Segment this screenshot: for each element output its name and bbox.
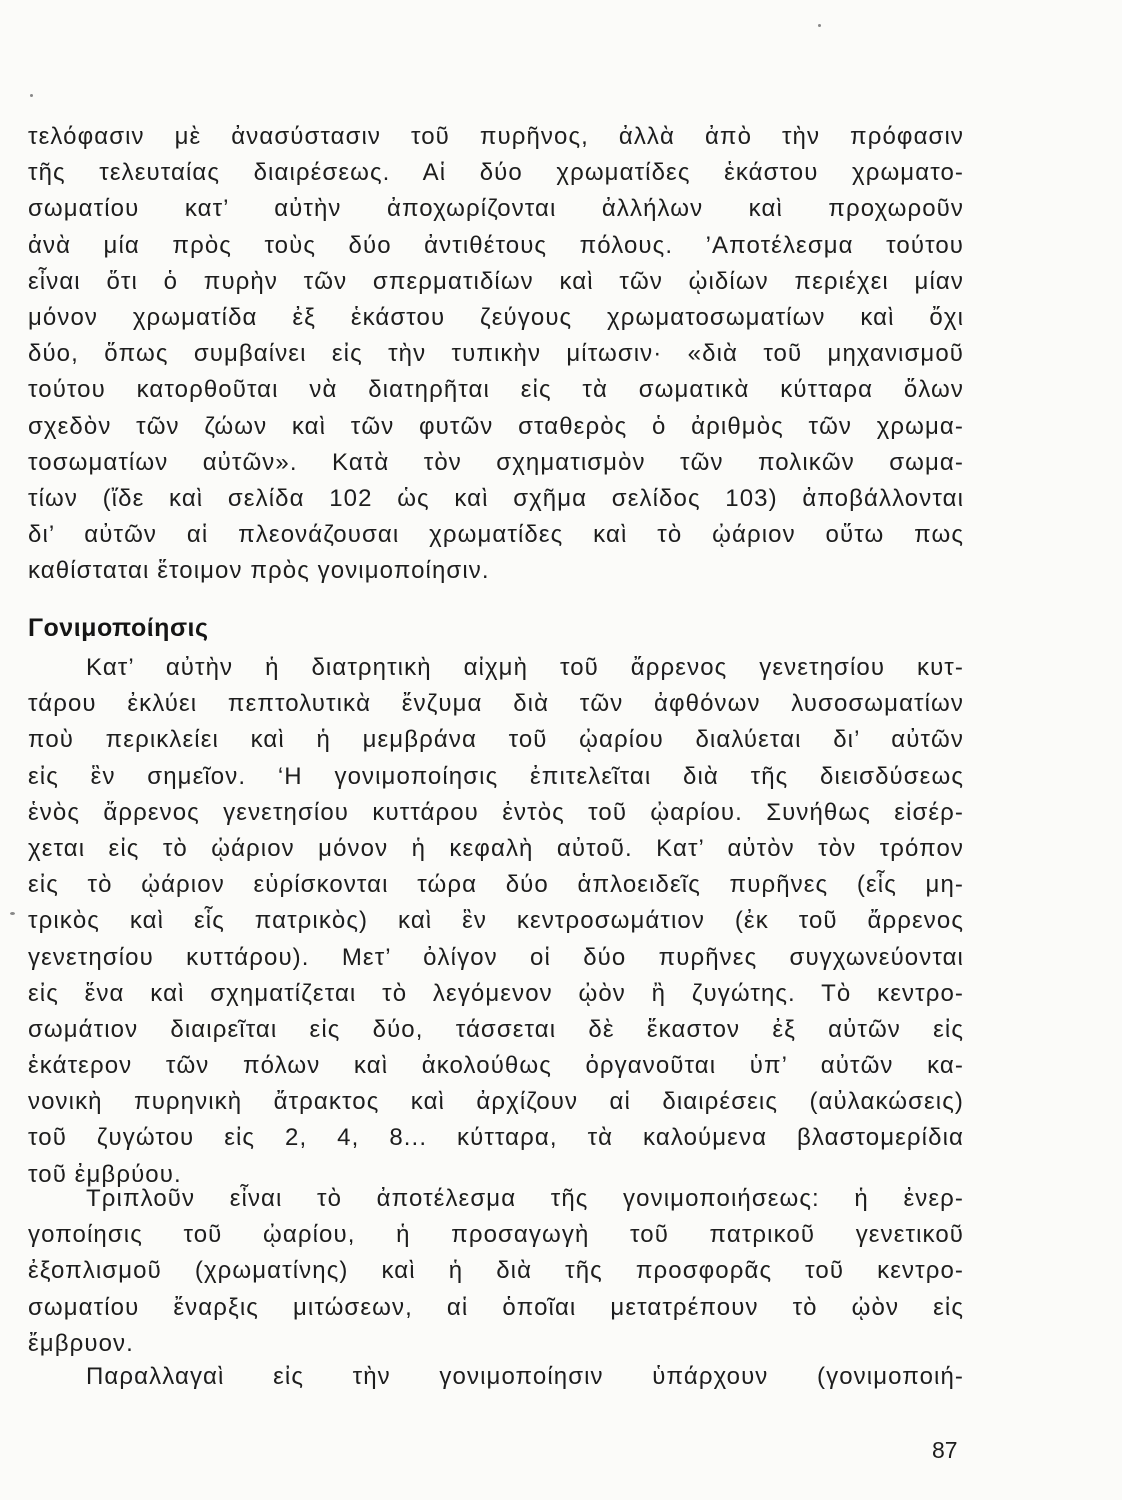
text-line: ἑκάτερον τῶν πόλων καὶ ἀκολούθως ὀργανοῦται ὑπ’ αὐτῶν κα- — [28, 1052, 964, 1080]
section-heading: Γονιμοποίησις — [28, 614, 209, 642]
paragraph-4 — [28, 1359, 964, 1395]
text-line: τελόφασιν μὲ ἀνασύστασιν τοῦ πυρῆνος, ἀλλὰ ἀπὸ τὴν πρόφασιν — [28, 123, 964, 150]
text-line: σωμάτιον διαιρεῖται εἰς δύο, τάσσεται δὲ ἕκαστον ἐξ αὐτῶν εἰς — [28, 1015, 964, 1043]
text-line: ἐξοπλισμοῦ (χρωματίνης) καὶ ἡ διὰ τῆς προσφορᾶς τοῦ κεντρο- — [28, 1257, 964, 1285]
scan-speck — [30, 94, 33, 97]
text-line: ἔμβρυον. — [28, 1329, 134, 1357]
page-number: 87 — [932, 1437, 958, 1463]
text-line: τῆς τελευταίας διαιρέσεως. Αἱ δύο χρωματίδες ἑκάστου χρωματο- — [28, 159, 964, 187]
text-line: τούτου κατορθοῦται νὰ διατηρῆται εἰς τὰ σωματικὰ κύτταρα ὅλων — [28, 376, 964, 404]
text-line: δύο, ὅπως συμβαίνει εἰς τὴν τυπικὴν μίτωσιν· «διὰ τοῦ μηχανισμοῦ — [28, 340, 964, 368]
text-line: τοῦ ἐμβρύου. — [28, 1160, 182, 1188]
text-line: καθίσταται ἕτοιμον πρὸς γονιμοποίησιν. — [28, 557, 490, 585]
text-line: σωματίου ἔναρξις μιτώσεων, αἱ ὁποῖαι μετατρέπουν τὸ ᾠὸν εἰς — [28, 1293, 964, 1321]
text-line: Τριπλοῦν εἶναι τὸ ἀποτέλεσμα τῆς γονιμοποιήσεως: ἡ ἐνερ- — [86, 1185, 964, 1212]
text-line: τρικὸς καὶ εἷς πατρικὸς) καὶ ἓν κεντροσωμάτιον (ἐκ τοῦ ἄρρενος — [28, 907, 964, 935]
paragraph-3 — [28, 1181, 964, 1362]
text-line: εἶναι ὅτι ὁ πυρὴν τῶν σπερματιδίων καὶ τῶν ᾠιδίων περιέχει μίαν — [28, 267, 964, 295]
text-line: γενετησίου κυττάρου). Μετ’ ὀλίγον οἱ δύο πυρῆνες συγχωνεύονται — [28, 943, 964, 971]
text-line: χεται εἰς τὸ ᾠάριον μόνον ἡ κεφαλὴ αὐτοῦ. Κατ’ αὐτὸν τὸν τρόπον — [28, 834, 964, 862]
paragraph-2 — [28, 650, 964, 1193]
text-line: Κατ’ αὐτὴν ἡ διατρητικὴ αἰχμὴ τοῦ ἄρρενος γενετησίου κυτ- — [86, 654, 964, 681]
text-line: τίων (ἴδε καὶ σελίδα 102 ὡς καὶ σχῆμα σελίδος 103) ἀποβάλλονται — [28, 484, 964, 512]
text-line: ἑνὸς ἄρρενος γενετησίου κυττάρου ἐντὸς τοῦ ᾠαρίου. Συνήθως εἰσέρ- — [28, 798, 964, 826]
paragraph-1 — [28, 119, 964, 589]
text-line: εἰς τὸ ᾠάριον εὑρίσκονται τώρα δύο ἁπλοειδεῖς πυρῆνες (εἷς μη- — [28, 871, 964, 899]
text-line: Παραλλαγαὶ εἰς τὴν γονιμοποίησιν ὑπάρχουν (γονιμοποιή- — [86, 1363, 964, 1390]
scan-speck — [10, 912, 15, 915]
text-line: ποὺ περικλείει καὶ ἡ μεμβράνα τοῦ ᾠαρίου διαλύεται δι’ αὐτῶν — [28, 726, 964, 754]
text-line: νονικὴ πυρηνικὴ ἄτρακτος καὶ ἀρχίζουν αἱ διαιρέσεις (αὐλακώσεις) — [28, 1088, 964, 1116]
text-line: τάρου ἐκλύει πεπτολυτικὰ ἔνζυμα διὰ τῶν ἀφθόνων λυσοσωματίων — [28, 690, 964, 718]
text-line: εἰς ἓν σημεῖον. ‘Η γονιμοποίησις ἐπιτελεῖται διὰ τῆς διεισδύσεως — [28, 762, 964, 790]
text-line: εἰς ἕνα καὶ σχηματίζεται τὸ λεγόμενον ᾠὸν ἢ ζυγώτης. Τὸ κεντρο- — [28, 979, 964, 1007]
text-line: σωματίου κατ’ αὐτὴν ἀποχωρίζονται ἀλλήλων καὶ προχωροῦν — [28, 195, 964, 223]
text-line: μόνον χρωματίδα ἐξ ἑκάστου ζεύγους χρωματοσωματίων καὶ ὄχι — [28, 303, 964, 331]
text-line: ἀνὰ μία πρὸς τοὺς δύο ἀντιθέτους πόλους. ’Αποτέλεσμα τούτου — [28, 231, 964, 259]
text-line: δι’ αὐτῶν αἱ πλεονάζουσαι χρωματίδες καὶ τὸ ᾠάριον οὕτω πως — [28, 521, 964, 549]
text-line: σχεδὸν τῶν ζώων καὶ τῶν φυτῶν σταθερὸς ὁ ἀριθμὸς τῶν χρωμα- — [28, 412, 964, 440]
scan-speck — [818, 24, 821, 27]
text-line: τοσωματίων αὐτῶν». Κατὰ τὸν σχηματισμὸν τῶν πολικῶν σωμα- — [28, 448, 964, 476]
text-line: τοῦ ζυγώτου εἰς 2, 4, 8... κύτταρα, τὰ καλούμενα βλαστομερίδια — [28, 1124, 964, 1152]
text-line: γοποίησις τοῦ ᾠαρίου, ἡ προσαγωγὴ τοῦ πατρικοῦ γενετικοῦ — [28, 1221, 964, 1249]
